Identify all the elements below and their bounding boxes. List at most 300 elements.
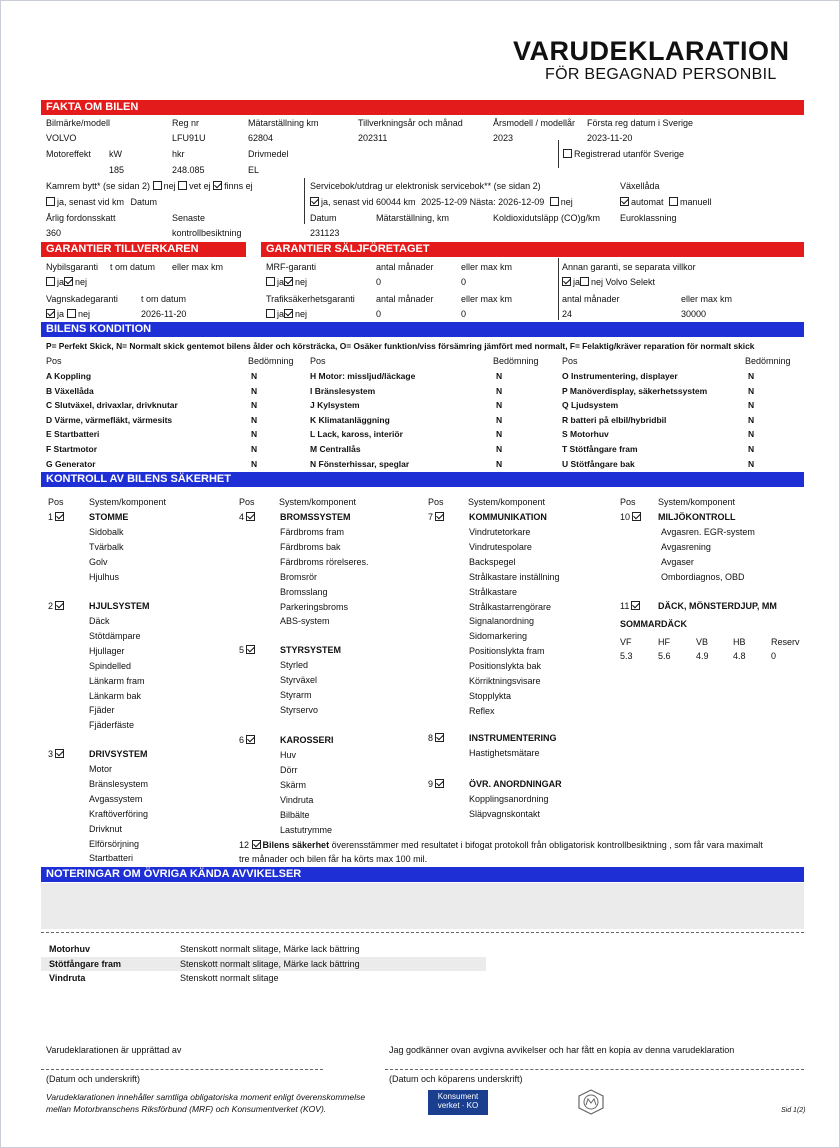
kontroll-item: Hastighetsmätare: [469, 748, 540, 758]
kamrem-ja-label: ja, senast vid km: [57, 197, 125, 207]
label-annan-km: eller max km: [681, 294, 733, 304]
kontroll-item: Motor: [89, 764, 113, 774]
label-matar2: Mätarställning, km: [376, 213, 450, 223]
label-drivmedel: Drivmedel: [248, 149, 289, 159]
notes-area[interactable]: [41, 883, 804, 929]
kontroll-group-num: 6: [239, 735, 245, 745]
kond-pos-3: Pos: [562, 356, 578, 366]
kondition-item-label: N Fönsterhissar, speglar: [310, 458, 410, 469]
label-vagnskade: Vagnskadegaranti: [46, 294, 118, 304]
kontroll-group-checkbox[interactable]: [435, 733, 444, 742]
checkbox-label: Registrerad utanför Sverige: [574, 149, 685, 159]
vagnskade-ja-checkbox[interactable]: [46, 309, 55, 318]
signature-line-buyer[interactable]: [385, 1069, 804, 1070]
item12-text: överensstämmer med resultatet i bifogat protokoll från obligatorisk kontrollbesiktning , som får vara maximalt: [329, 840, 763, 850]
disclaimer-line1: Varudeklarationen innehåller samtliga obligatoriska moment enligt överenskommelse: [46, 1092, 366, 1102]
kamrem-ja-row: [46, 197, 157, 207]
kontroll-group-header: [428, 779, 446, 789]
kondition-item-label: P Manöverdisplay, säkerhetssystem: [562, 385, 708, 396]
note-part: Vindruta: [49, 973, 86, 983]
kontroll-item: Bränslesystem: [89, 778, 149, 789]
kondition-item-label: B Växellåda: [46, 385, 94, 396]
kamrem-finns-ej-checkbox[interactable]: [213, 181, 222, 190]
nybil-janej: [46, 277, 87, 287]
kontroll-item: Fjäderfäste: [89, 720, 135, 731]
kondition-item-label: G Generator: [46, 458, 96, 469]
service-row: [310, 197, 573, 207]
mrf-logo: [576, 1089, 606, 1115]
label-eller-max-km: eller max km: [172, 262, 224, 272]
kontroll-group-checkbox[interactable]: [55, 749, 64, 758]
vagnskade-nej-checkbox[interactable]: [67, 309, 76, 318]
kondition-item-label: L Lack, kaross, interiör: [310, 429, 403, 440]
kontroll-item: Drivknut: [89, 823, 123, 834]
label-trafik: Trafiksäkerhetsgaranti: [266, 294, 355, 304]
divider: [558, 258, 560, 320]
label-bilmarke: Bilmärke/modell: [46, 118, 111, 128]
kontroll-group-header: [48, 512, 66, 522]
kontroll-item: Kopplingsanordning: [469, 794, 549, 804]
notes-rule: [41, 932, 804, 933]
kontroll-item: Vindrutespolare: [469, 541, 532, 552]
automat-checkbox[interactable]: [620, 197, 629, 206]
kontroll-pos-2: Pos: [239, 497, 255, 507]
kontroll-pos-3: Pos: [428, 497, 444, 507]
value-matar: 62804: [248, 133, 274, 143]
kontroll-pos-4: Pos: [620, 497, 636, 507]
kontroll-sys-1: System/komponent: [89, 497, 167, 507]
annan-ja-label: ja: [573, 277, 581, 287]
mrf-nej-checkbox[interactable]: [284, 277, 293, 286]
disclaimer-line2: mellan Motorbranschens Riksförbund (MRF) och Konsumentverket (KOV).: [46, 1104, 327, 1114]
kondition-item-label: R batteri på elbil/hybridbil: [562, 414, 667, 425]
kontroll-group-header: [48, 601, 66, 611]
nybil-nej-label: nej: [75, 277, 88, 287]
kontroll-item: Startbatteri: [89, 853, 134, 864]
service-datum: 2025-12-09: [421, 197, 468, 207]
service-nasta-value: 2026-12-09: [498, 197, 545, 207]
kontroll-group-title: KOMMUNIKATION: [469, 512, 547, 522]
label-tillv: Tillverkningsår och månad: [358, 118, 463, 128]
vagnskade-ja-label: ja: [57, 309, 65, 319]
mrf-janej: [266, 277, 307, 287]
service-ja-checkbox[interactable]: [310, 197, 319, 206]
kondition-item-grade: N: [748, 414, 755, 425]
trafik-ja-checkbox[interactable]: [266, 309, 275, 318]
label-antal-manader: antal månader: [376, 262, 434, 272]
kontroll-item: Reflex: [469, 705, 495, 716]
kontroll-group-num: 1: [48, 512, 54, 522]
value-kw: 185: [109, 165, 125, 175]
automat-label: automat: [631, 197, 664, 207]
kondition-item-grade: N: [496, 444, 503, 454]
value-annan-man: 24: [562, 309, 573, 319]
kontroll-sys-4: System/komponent: [658, 497, 736, 507]
item12-num: 12: [239, 840, 250, 850]
kontroll-item: Länkarm fram: [89, 675, 145, 686]
kontroll-item: Lastutrymme: [280, 824, 333, 835]
note-text: Stenskott normalt slitage: [180, 973, 279, 983]
kontroll-item: Sidomarkering: [469, 631, 528, 642]
kontroll-group-checkbox[interactable]: [246, 645, 255, 654]
service-nej-checkbox[interactable]: [550, 197, 559, 206]
value-arsmodell: 2023: [493, 133, 514, 143]
kondition-item-label: S Motorhuv: [562, 429, 609, 440]
kond-bed-2: Bedömning: [493, 356, 539, 366]
kontroll-group-header: [239, 735, 257, 745]
kontroll-group-title: ÖVR. ANORDNINGAR: [469, 779, 562, 789]
kontroll-group-header: [620, 512, 643, 522]
kontroll-item: Bilbälte: [280, 809, 310, 820]
kamrem-vet-ej-label: vet ej: [189, 181, 211, 191]
value-drivmedel: EL: [248, 165, 260, 175]
kontroll-item: Hjulhus: [89, 571, 120, 582]
item12-row: [239, 840, 763, 850]
kondition-item-grade: N: [748, 458, 755, 469]
mrf-ja-label: ja: [277, 277, 285, 287]
kontroll-item: Spindelled: [89, 660, 132, 671]
kontroll-item: Avgassystem: [89, 793, 143, 804]
kontroll-group-checkbox[interactable]: [55, 512, 64, 521]
label-datum2: Datum: [310, 213, 337, 223]
kontroll-item: Kraftöverföring: [89, 808, 149, 819]
kondition-item-grade: N: [748, 371, 755, 381]
kondition-item-grade: N: [251, 458, 258, 469]
page-subtitle: FÖR BEGAGNAD PERSONBIL: [545, 66, 777, 83]
kontroll-group-title: DÄCK, MÖNSTERDJUP, MM: [658, 601, 777, 611]
kontroll-item: Golv: [89, 556, 108, 567]
kondition-item-grade: N: [251, 400, 258, 411]
kamrem-ja-checkbox[interactable]: [46, 197, 55, 206]
label-matar: Mätarställning km: [248, 118, 319, 128]
label-t-om-datum2: t om datum: [141, 294, 187, 304]
kontroll-pos-1: Pos: [48, 497, 64, 507]
nybil-nej-checkbox[interactable]: [64, 277, 73, 286]
kontroll-item: Länkarm bak: [89, 690, 142, 701]
kv-line1: Konsument: [437, 1092, 479, 1101]
kontroll-group-title: STYRSYSTEM: [280, 645, 342, 655]
kontroll-item: Vindrutetorkare: [469, 527, 531, 537]
service-ja-label: ja, senast vid 60044 km: [321, 197, 416, 207]
kontroll-group-checkbox[interactable]: [55, 601, 64, 610]
kontroll-group-title: INSTRUMENTERING: [469, 733, 557, 743]
kontroll-item: Ombordiagnos, OBD: [661, 571, 745, 582]
value-fordonsskatt: 360: [46, 228, 62, 238]
registrerad-utanfor[interactable]: [563, 149, 684, 159]
kontroll-group-num: 5: [239, 645, 245, 655]
kontroll-group-num: 10: [620, 512, 631, 522]
label-eller-max-km3: eller max km: [461, 294, 513, 304]
vagnskade-janej: [46, 309, 90, 319]
label-datum-kopare: (Datum och köparens underskrift): [389, 1074, 523, 1084]
vagnskade-nej-label: nej: [78, 309, 91, 319]
trafik-nej-checkbox[interactable]: [284, 309, 293, 318]
kondition-item-grade: N: [496, 458, 503, 469]
kontroll-item: Fjäder: [89, 705, 115, 716]
kontroll-group-num: 7: [428, 512, 434, 522]
kontroll-group-header: [48, 749, 66, 759]
kondition-item-label: Q Ljudsystem: [562, 400, 619, 411]
value-tillv: 202311: [358, 133, 388, 143]
kondition-item-grade: N: [748, 444, 755, 454]
sommardack-value: 5.3: [620, 651, 633, 661]
nybil-ja-label: ja: [57, 277, 65, 287]
label-forsta-reg: Första reg datum i Sverige: [587, 118, 694, 128]
label-vaxellada: Växellåda: [620, 181, 660, 191]
kontroll-item: Hjullager: [89, 645, 125, 656]
kondition-item-label: E Startbatteri: [46, 429, 100, 440]
kontroll-item: Positionslykta bak: [469, 661, 542, 672]
kond-pos-2: Pos: [310, 356, 326, 366]
manuell-checkbox[interactable]: [669, 197, 678, 206]
trafik-nej-label: nej: [295, 309, 308, 319]
sommardack-value: 0: [771, 651, 777, 661]
section-fakta: FAKTA OM BILEN: [41, 100, 804, 115]
label-upprattad: Varudeklarationen är upprättad av: [46, 1045, 182, 1055]
kondition-item-label: I Bränslesystem: [310, 385, 376, 396]
kondition-item-label: C Slutväxel, drivaxlar, drivknutar: [46, 400, 178, 411]
kamrem-finns-ej-label: finns ej: [224, 181, 253, 191]
kondition-item-grade: N: [748, 429, 755, 440]
trafik-ja-label: ja: [277, 309, 285, 319]
annan-ja-checkbox[interactable]: [562, 277, 571, 286]
kontroll-item: Däck: [89, 616, 110, 626]
kontroll-group-num: 2: [48, 601, 54, 611]
kondition-item-label: M Centrallås: [310, 444, 361, 454]
kamrem-nej-checkbox[interactable]: [153, 181, 162, 190]
kamrem-label: Kamrem bytt* (se sidan 2): [46, 181, 151, 191]
value-trafik-man: 0: [376, 309, 382, 319]
kontroll-group-checkbox[interactable]: [246, 512, 255, 521]
kontroll-item: Vindruta: [280, 794, 314, 805]
kontroll-group-num: 4: [239, 512, 245, 522]
section-noteringar: NOTERINGAR OM ÖVRIGA KÄNDA AVVIKELSER: [41, 867, 804, 882]
label-kontrollbesiktning: kontrollbesiktning: [172, 228, 242, 238]
kontroll-item: Elförsörjning: [89, 838, 140, 849]
mrf-ja-checkbox[interactable]: [266, 277, 275, 286]
kontroll-item: Avgasrening: [661, 541, 711, 552]
kondition-item-grade: N: [251, 444, 258, 454]
annan-janej: [562, 277, 655, 287]
signature-line-seller[interactable]: [41, 1069, 323, 1070]
kontroll-item: Parkeringsbroms: [280, 601, 349, 612]
kontroll-item: Körriktningsvisare: [469, 676, 541, 686]
value-hkr: 248.085: [172, 165, 205, 175]
kontroll-group-title: DRIVSYSTEM: [89, 749, 148, 759]
label-arsmodell: Årsmodell / modellår: [493, 118, 576, 128]
kamrem-row: [46, 181, 253, 191]
kontroll-item: Positionslykta fram: [469, 646, 545, 657]
note-text: Stenskott normalt slitage, Märke lack bättring: [180, 944, 360, 954]
label-senaste: Senaste: [172, 213, 206, 223]
label-annan-man: antal månader: [562, 294, 620, 304]
kontroll-item: Tvärbalk: [89, 541, 124, 552]
kontroll-group-num: 3: [48, 749, 54, 759]
kontroll-group-checkbox[interactable]: [631, 601, 640, 610]
sommardack-label: SOMMARDÄCK: [620, 619, 687, 629]
kontroll-group-title: STOMME: [89, 512, 129, 522]
kondition-item-grade: N: [251, 371, 258, 381]
kontroll-item: Färdbroms bak: [280, 541, 341, 552]
kontroll-item: Strålkastarrengörare: [469, 601, 552, 612]
value-mrf-man: 0: [376, 277, 382, 287]
kontroll-item: Styrväxel: [280, 674, 318, 685]
section-gar-salj: GARANTIER SÄLJFÖRETAGET: [261, 242, 804, 257]
service-nej-label: nej: [560, 197, 573, 207]
value-bilmarke: VOLVO: [46, 133, 77, 143]
sommardack-header: HF: [658, 637, 670, 647]
annan-nej-label: nej Volvo Selekt: [591, 277, 656, 287]
kontroll-item: Styrarm: [280, 689, 312, 700]
kontroll-group-title: MILJÖKONTROLL: [658, 512, 736, 522]
label-regnr: Reg nr: [172, 118, 200, 128]
kontroll-item: Strålkastare: [469, 586, 518, 597]
note-text: Stenskott normalt slitage, Märke lack bättring: [180, 958, 360, 969]
kontroll-item: Bromsrör: [280, 571, 318, 582]
kondition-item-grade: N: [748, 385, 755, 396]
sommardack-header: HB: [733, 637, 746, 647]
kontroll-item: Backspegel: [469, 556, 516, 567]
kontroll-item: Styrled: [280, 660, 309, 670]
item12-bold: Bilens säkerhet: [262, 840, 330, 850]
kondition-item-label: A Koppling: [46, 371, 92, 381]
kontroll-group-checkbox[interactable]: [246, 735, 255, 744]
kontroll-item: Huv: [280, 750, 297, 760]
kontroll-group-title: BROMSSYSTEM: [280, 512, 351, 522]
kontroll-item: Signalanordning: [469, 616, 535, 627]
kontroll-item: Avgaser: [661, 556, 694, 567]
sommardack-header: Reserv: [771, 637, 800, 647]
label-nybil: Nybilsgaranti: [46, 262, 99, 272]
kontroll-item: Stopplykta: [469, 690, 512, 701]
kontroll-item: Avgasren. EGR-system: [661, 527, 755, 537]
sommardack-value: 4.9: [696, 651, 709, 661]
value-annan-km: 30000: [681, 309, 707, 319]
label-euroklassning: Euroklassning: [620, 213, 677, 223]
kondition-item-grade: N: [496, 385, 503, 396]
label-motoreffekt: Motoreffekt: [46, 149, 91, 159]
item12-checkbox[interactable]: [252, 840, 261, 849]
kontroll-group-num: 9: [428, 779, 434, 789]
kondition-item-label: H Motor: missljud/läckage: [310, 371, 416, 381]
kondition-item-grade: N: [496, 371, 503, 381]
sommardack-value: 5.6: [658, 651, 671, 661]
page-title: VARUDEKLARATION: [513, 36, 790, 66]
vaxellada-row: [620, 197, 712, 207]
label-godkanner: Jag godkänner ovan avgivna avvikelser och har fått en kopia av denna varudeklaration: [389, 1045, 735, 1055]
note-part: Stötfångare fram: [49, 958, 122, 969]
kontroll-item: Skärm: [280, 779, 307, 790]
kondition-item-label: J Kylsystem: [310, 400, 360, 411]
label-mrf: MRF-garanti: [266, 262, 317, 272]
kamrem-nej-label: nej: [163, 181, 176, 191]
kondition-item-grade: N: [251, 414, 258, 425]
divider: [558, 140, 560, 168]
kv-line2: verket · KO: [437, 1101, 479, 1110]
kond-pos-1: Pos: [46, 356, 62, 366]
trafik-janej: [266, 309, 307, 319]
section-kondition: BILENS KONDITION: [41, 322, 804, 337]
kondition-item-grade: N: [496, 400, 503, 411]
service-nasta-label: Nästa:: [469, 197, 496, 207]
kontroll-group-header: [239, 645, 257, 655]
note-part: Motorhuv: [49, 944, 90, 954]
kondition-item-grade: N: [251, 385, 258, 396]
kontroll-group-num: 8: [428, 733, 434, 743]
annan-nej-checkbox[interactable]: [580, 277, 589, 286]
kondition-item-grade: N: [251, 429, 258, 440]
kontroll-item: Färdbroms rörelseres.: [280, 556, 369, 567]
value-regnr: LFU91U: [172, 133, 206, 143]
sommardack-header: VB: [696, 637, 709, 647]
kontroll-item: Styrservo: [280, 704, 319, 715]
kontroll-item: Släpvagnskontakt: [469, 808, 541, 819]
kontroll-item: Strålkastare inställning: [469, 571, 560, 582]
kontroll-group-title: HJULSYSTEM: [89, 601, 150, 611]
label-fordonsskatt: Årlig fordonsskatt: [46, 213, 116, 223]
label-koldioxid: Koldioxidutsläpp (CO)g/km: [493, 213, 601, 223]
section-gar-tillv: GARANTIER TILLVERKAREN: [41, 242, 246, 257]
label-antal-manader2: antal månader: [376, 294, 434, 304]
kond-bed-3: Bedömning: [745, 356, 791, 366]
kamrem-vet-ej-checkbox[interactable]: [178, 181, 187, 190]
manuell-label: manuell: [680, 197, 712, 207]
kontroll-item: Bromsslang: [280, 586, 328, 597]
checkbox[interactable]: [563, 149, 572, 158]
value-besiktning-datum: 231123: [310, 228, 340, 238]
label-t-om-datum: t om datum: [110, 262, 156, 272]
label-datum-underskrift: (Datum och underskrift): [46, 1074, 141, 1084]
konsumentverket-logo: [428, 1090, 488, 1115]
kontroll-sys-2: System/komponent: [279, 497, 357, 507]
kontroll-group-header: [428, 733, 446, 743]
kontroll-group-checkbox[interactable]: [632, 512, 641, 521]
kontroll-group-checkbox[interactable]: [435, 779, 444, 788]
divider: [304, 178, 306, 224]
kondition-item-grade: N: [496, 414, 503, 425]
kontroll-item: Dörr: [280, 764, 298, 775]
kondition-item-label: F Startmotor: [46, 444, 97, 454]
kontroll-item: Sidobalk: [89, 527, 124, 537]
kontroll-group-header: [620, 601, 642, 611]
nybil-ja-checkbox[interactable]: [46, 277, 55, 286]
sommardack-header: VF: [620, 637, 632, 647]
kondition-item-label: D Värme, värmefläkt, värmesits: [46, 414, 173, 425]
kontroll-group-num: 11: [620, 601, 630, 611]
label-servicebok: Servicebok/utdrag ur elektronisk servicebok** (se sidan 2): [310, 181, 541, 191]
kontroll-group-header: [239, 512, 257, 522]
kontroll-group-checkbox[interactable]: [435, 512, 444, 521]
kondition-item-label: O Instrumentering, displayer: [562, 371, 678, 381]
label-eller-max-km2: eller max km: [461, 262, 513, 272]
value-trafik-km: 0: [461, 309, 467, 319]
kontroll-group-header: [428, 512, 446, 522]
item12-line2: tre månader och bilen får ha körts max 100 mil.: [239, 854, 428, 864]
kondition-item-label: T Stötfångare fram: [562, 444, 638, 454]
label-annan: Annan garanti, se separata villkor: [562, 262, 696, 272]
kondition-item-label: U Stötfångare bak: [562, 458, 635, 469]
value-forsta-reg: 2023-11-20: [587, 133, 633, 143]
kontroll-item: Stötdämpare: [89, 630, 141, 641]
value-mrf-km: 0: [461, 277, 467, 287]
kontroll-item: ABS-system: [280, 616, 330, 627]
sommardack-value: 4.8: [733, 651, 746, 661]
page-number: Sid 1(2): [781, 1107, 806, 1114]
kondition-item-grade: N: [748, 400, 755, 411]
kond-bed-1: Bedömning: [248, 356, 294, 366]
kontroll-sys-3: System/komponent: [468, 497, 546, 507]
label-hkr: hkr: [172, 149, 185, 159]
